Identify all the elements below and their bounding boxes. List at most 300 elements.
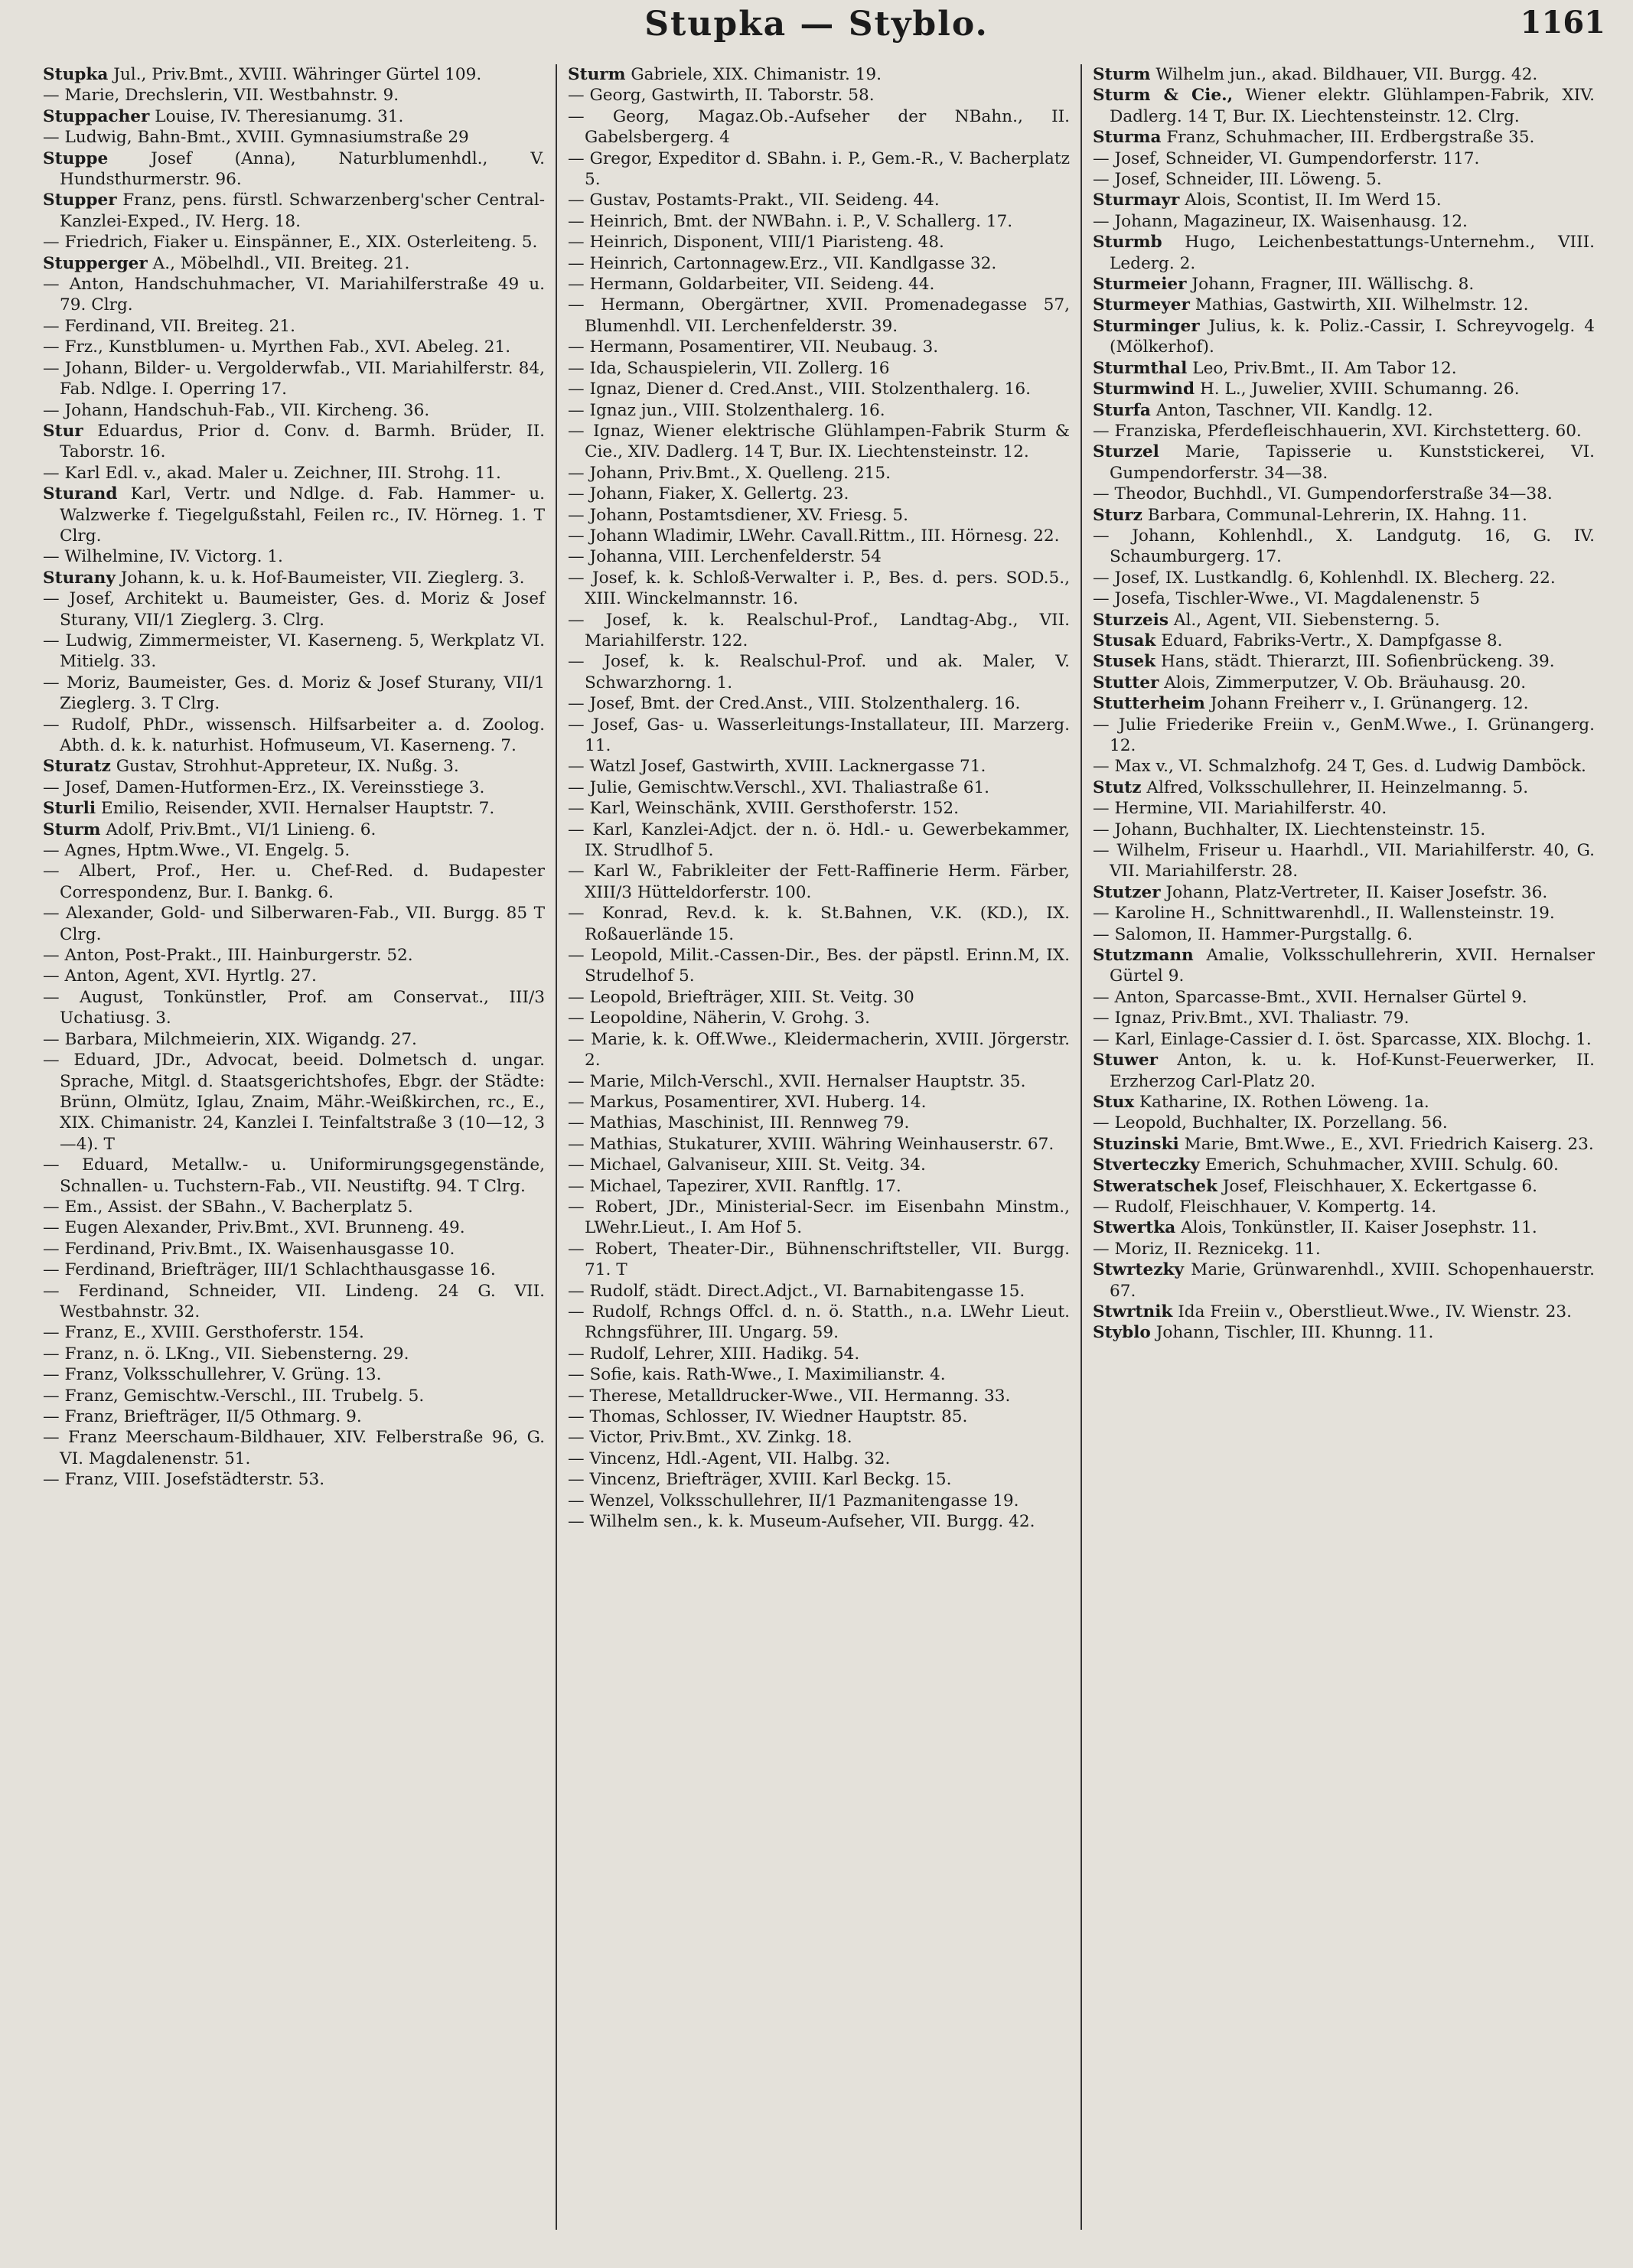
directory-entry bbox=[43, 316, 545, 337]
directory-entry bbox=[43, 945, 545, 966]
directory-entry bbox=[568, 295, 1070, 337]
entry-text: — Ida, Schauspielerin, VII. Zollerg. 16 bbox=[568, 358, 890, 378]
directory-entry bbox=[1093, 1259, 1595, 1302]
directory-entry bbox=[568, 546, 1070, 567]
directory-entry bbox=[43, 1344, 545, 1364]
directory-entry bbox=[1093, 1008, 1595, 1028]
directory-entry bbox=[1093, 358, 1595, 379]
entry-text: — Johann, Bilder- u. Vergolderwfab., VII. Mariahilferstr. 84, Fab. Ndlge. I. Operring 17. bbox=[43, 358, 545, 399]
directory-entry bbox=[43, 588, 545, 631]
directory-entry bbox=[568, 253, 1070, 274]
directory-entry bbox=[1093, 1155, 1595, 1175]
directory-entry bbox=[1093, 715, 1595, 757]
entry-text: — Rudolf, Rchngs Offcl. d. n. ö. Statth., n.a. LWehr Lieut. Rchngsführer, III. Ungarg. 59. bbox=[568, 1302, 1070, 1343]
entry-surname: Stweratschek bbox=[1093, 1176, 1217, 1196]
directory-entry bbox=[568, 337, 1070, 357]
entry-text: Jul., Priv.Bmt., XVIII. Währinger Gürtel 109. bbox=[108, 65, 482, 84]
entry-text: — Ferdinand, Briefträger, III/1 Schlachthausgasse 16. bbox=[43, 1260, 496, 1280]
directory-entry bbox=[43, 1155, 545, 1197]
entry-text: — Eugen Alexander, Priv.Bmt., XVI. Brunneng. 49. bbox=[43, 1218, 465, 1238]
directory-entry bbox=[568, 85, 1070, 106]
directory-entry bbox=[568, 1511, 1070, 1532]
entry-text: — Thomas, Schlosser, IV. Wiedner Hauptstr. 85. bbox=[568, 1407, 968, 1426]
entry-text: — Konrad, Rev.d. k. k. St.Bahnen, V.K. (KD.), IX. Roßauerlände 15. bbox=[568, 904, 1070, 944]
directory-entry bbox=[1093, 1322, 1595, 1343]
entry-text: — Marie, Drechslerin, VII. Westbahnstr. 9. bbox=[43, 86, 399, 106]
entry-surname: Sturminger bbox=[1093, 316, 1200, 336]
directory-entry bbox=[1093, 295, 1595, 315]
entry-text: — Robert, JDr., Ministerial-Secr. im Eisenbahn Minstm., LWehr.Lieut., I. Am Hof 5. bbox=[568, 1197, 1070, 1238]
directory-entry bbox=[43, 1386, 545, 1406]
entry-text: — Wilhelm sen., k. k. Museum-Aufseher, VII. Burgg. 42. bbox=[568, 1512, 1035, 1532]
entry-text: Marie, Grünwarenhdl., XVIII. Schopenhauerstr. 67. bbox=[1110, 1260, 1595, 1301]
directory-entry bbox=[1093, 190, 1595, 210]
directory-entry bbox=[43, 1217, 545, 1238]
directory-entry bbox=[43, 546, 545, 567]
entry-text: — Michael, Tapezirer, XVII. Ranftlg. 17. bbox=[568, 1176, 901, 1196]
entry-text: — Josef, k. k. Realschul-Prof. und ak. Maler, V. Schwarzhorng. 1. bbox=[568, 652, 1070, 692]
directory-entry bbox=[43, 1259, 545, 1280]
directory-entry bbox=[1093, 756, 1595, 777]
entry-text: — Johann, Postamtsdiener, XV. Friesg. 5. bbox=[568, 505, 908, 525]
directory-entry bbox=[43, 820, 545, 840]
entry-text: — Mathias, Maschinist, III. Rennweg 79. bbox=[568, 1113, 910, 1133]
directory-entry bbox=[568, 945, 1070, 987]
entry-surname: Stuwer bbox=[1093, 1051, 1158, 1070]
entry-surname: Stverteczky bbox=[1093, 1155, 1200, 1175]
entry-text: Anton, k. u. k. Hof-Kunst-Feuerwerker, II. Erzherzog Carl-Platz 20. bbox=[1110, 1051, 1595, 1091]
directory-entry bbox=[1093, 232, 1595, 274]
directory-entry bbox=[43, 861, 545, 903]
entry-text: Alois, Zimmerputzer, V. Ob. Bräuhausg. 20. bbox=[1159, 673, 1527, 692]
entry-text: — Friedrich, Fiaker u. Einspänner, E., XIX. Osterleiteng. 5. bbox=[43, 233, 538, 253]
entry-text: — Watzl Josef, Gastwirth, XVIII. Lacknergasse 71. bbox=[568, 757, 986, 777]
directory-entry bbox=[568, 777, 1070, 798]
directory-entry bbox=[1093, 673, 1595, 693]
directory-entry bbox=[568, 1302, 1070, 1344]
directory-entry bbox=[1093, 505, 1595, 526]
directory-entry bbox=[1093, 651, 1595, 672]
directory-entry bbox=[568, 400, 1070, 421]
directory-entry bbox=[1093, 85, 1595, 127]
directory-entry bbox=[1093, 798, 1595, 819]
directory-entry bbox=[568, 610, 1070, 652]
entry-text: — Heinrich, Bmt. der NWBahn. i. P., V. Schallerg. 17. bbox=[568, 211, 1013, 231]
directory-entry bbox=[568, 1113, 1070, 1133]
entry-text: Hans, städt. Thierarzt, III. Sofienbrückeng. 39. bbox=[1155, 652, 1555, 672]
entry-text: Alfred, Volksschullehrer, II. Heinzelmanng. 5. bbox=[1141, 777, 1529, 797]
directory-entry bbox=[568, 106, 1070, 148]
directory-entry bbox=[43, 253, 545, 274]
entry-text: — Georg, Magaz.Ob.-Aufseher der NBahn., II. Gabelsbergerg. 4 bbox=[568, 106, 1070, 148]
entry-text: — Karl, Kanzlei-Adjct. der n. ö. Hdl.- u. Gewerbekammer, IX. Strudlhof 5. bbox=[568, 820, 1070, 861]
entry-text: — Franz, Briefträger, II/5 Othmarg. 9. bbox=[43, 1407, 362, 1426]
directory-entry bbox=[1093, 1239, 1595, 1259]
directory-entry bbox=[1093, 840, 1595, 882]
directory-entry bbox=[568, 1469, 1070, 1490]
entry-text: Marie, Tapisserie u. Kunststickerei, VI. Gumpendorferstr. 34—38. bbox=[1110, 442, 1595, 483]
directory-entry bbox=[1093, 1134, 1595, 1155]
directory-entry bbox=[1093, 400, 1595, 421]
entry-text: — Leopold, Milit.-Cassen-Dir., Bes. der päpstl. Erinn.M, IX. Strudelhof 5. bbox=[568, 946, 1070, 986]
directory-entry bbox=[568, 211, 1070, 232]
entry-text: — Vincenz, Hdl.-Agent, VII. Halbg. 32. bbox=[568, 1448, 891, 1468]
entry-text: — Josef, Schneider, VI. Gumpendorferstr. 117. bbox=[1093, 148, 1480, 168]
entry-text: — Barbara, Milchmeierin, XIX. Wigandg. 27. bbox=[43, 1029, 417, 1049]
entry-surname: Sturz bbox=[1093, 505, 1142, 525]
entry-text: Franz, Schuhmacher, III. Erdbergstraße 35. bbox=[1161, 128, 1535, 148]
entry-text: — Josef, Bmt. der Cred.Anst., VIII. Stolzenthalerg. 16. bbox=[568, 694, 1021, 714]
directory-entry bbox=[1093, 211, 1595, 232]
directory-entry bbox=[568, 1197, 1070, 1239]
directory-entry bbox=[568, 1155, 1070, 1175]
directory-entry bbox=[43, 1281, 545, 1323]
directory-entry bbox=[568, 190, 1070, 210]
directory-entry bbox=[43, 274, 545, 316]
directory-entry bbox=[1093, 379, 1595, 399]
entry-text: — Franz, Volksschullehrer, V. Grüng. 13. bbox=[43, 1365, 382, 1385]
directory-entry bbox=[1093, 777, 1595, 798]
directory-entry bbox=[43, 756, 545, 777]
directory-entry bbox=[1093, 1029, 1595, 1050]
entry-text: — Mathias, Stukaturer, XVIII. Währing Weinhauserstr. 67. bbox=[568, 1134, 1054, 1154]
entry-text: — Anton, Sparcasse-Bmt., XVII. Hernalser Gürtel 9. bbox=[1093, 987, 1527, 1007]
entry-text: — Anton, Handschuhmacher, VI. Mariahilferstraße 49 u. 79. Clrg. bbox=[43, 275, 545, 315]
entry-text: — Therese, Metalldrucker-Wwe., VII. Hermanng. 33. bbox=[568, 1386, 1011, 1406]
directory-entry bbox=[568, 693, 1070, 714]
entry-text: — Heinrich, Cartonnagew.Erz., VII. Kandlgasse 32. bbox=[568, 253, 997, 273]
entry-text: Johann, Tischler, III. Khunng. 11. bbox=[1150, 1323, 1434, 1343]
entry-text: Julius, k. k. Poliz.-Cassir, I. Schreyvogelg. 4 (Mölkerhof). bbox=[1110, 316, 1595, 357]
directory-entry bbox=[568, 1386, 1070, 1406]
entry-text: Alois, Scontist, II. Im Werd 15. bbox=[1179, 191, 1442, 210]
entry-surname: Sturm bbox=[1093, 65, 1151, 84]
directory-entry bbox=[1093, 1050, 1595, 1092]
directory-entry bbox=[43, 127, 545, 148]
directory-entry bbox=[1093, 820, 1595, 840]
entry-text: — Sofie, kais. Rath-Wwe., I. Maximilianstr. 4. bbox=[568, 1365, 946, 1385]
entry-text: — August, Tonkünstler, Prof. am Conservat., III/3 Uchatiusg. 3. bbox=[43, 987, 545, 1028]
entry-text: Emilio, Reisender, XVII. Hernalser Hauptstr. 7. bbox=[96, 799, 495, 819]
directory-entry bbox=[568, 232, 1070, 253]
directory-entry bbox=[568, 820, 1070, 862]
directory-entry bbox=[43, 1406, 545, 1427]
entry-text: A., Möbelhdl., VII. Breiteg. 21. bbox=[147, 253, 410, 273]
directory-entry bbox=[43, 190, 545, 232]
entry-surname: Stutterheim bbox=[1093, 694, 1205, 714]
entry-text: — Franziska, Pferdefleischhauerin, XVI. Kirchstetterg. 60. bbox=[1093, 421, 1582, 441]
directory-entry bbox=[43, 85, 545, 106]
entry-text: — Ferdinand, VII. Breiteg. 21. bbox=[43, 316, 295, 336]
directory-entry bbox=[43, 358, 545, 400]
entry-text: — Moriz, Baumeister, Ges. d. Moriz & Josef Sturany, VII/1 Zieglerg. 3. T Clrg. bbox=[43, 673, 545, 714]
directory-entry bbox=[43, 673, 545, 715]
entry-surname: Stutzer bbox=[1093, 882, 1161, 902]
entry-text: — Julie Friederike Freiin v., GenM.Wwe., I. Grünangerg. 12. bbox=[1093, 715, 1595, 755]
entry-text: — Frz., Kunstblumen- u. Myrthen Fab., XVI. Abeleg. 21. bbox=[43, 337, 511, 357]
directory-entry bbox=[43, 1197, 545, 1217]
directory-entry bbox=[568, 1281, 1070, 1302]
entry-text: — Josef, k. k. Realschul-Prof., Landtag-Abg., VII. Mariahilferstr. 122. bbox=[568, 610, 1070, 650]
directory-entry bbox=[1093, 1113, 1595, 1133]
entry-text: — Salomon, II. Hammer-Purgstallg. 6. bbox=[1093, 924, 1413, 944]
entry-surname: Stur bbox=[43, 421, 83, 441]
directory-entry bbox=[568, 148, 1070, 191]
entry-text: — Josef, Architekt u. Baumeister, Ges. d. Moriz & Josef Sturany, VII/1 Zieglerg. 3. Clrg. bbox=[43, 589, 545, 630]
entry-text: — Josef, Gas- u. Wasserleitungs-Installateur, III. Marzerg. 11. bbox=[568, 715, 1070, 755]
directory-entry bbox=[1093, 64, 1595, 85]
directory-entry bbox=[1093, 526, 1595, 568]
entry-text: — Ludwig, Zimmermeister, VI. Kaserneng. 5, Werkplatz VI. Mitielg. 33. bbox=[43, 631, 545, 672]
entry-text: — Gustav, Postamts-Prakt., VII. Seideng. 44. bbox=[568, 191, 940, 210]
entry-text: — Anton, Agent, XVI. Hyrtlg. 27. bbox=[43, 966, 317, 986]
entry-surname: Stwertka bbox=[1093, 1218, 1176, 1238]
entry-text: — Wilhelmine, IV. Victorg. 1. bbox=[43, 547, 283, 567]
directory-entry bbox=[1093, 127, 1595, 148]
directory-entry bbox=[568, 484, 1070, 504]
page-header bbox=[0, 5, 1633, 51]
entry-text: Emerich, Schuhmacher, XVIII. Schulg. 60. bbox=[1199, 1155, 1559, 1175]
entry-surname: Stupperger bbox=[43, 253, 148, 273]
entry-text: — Leopoldine, Näherin, V. Grohg. 3. bbox=[568, 1009, 870, 1028]
entry-text: — Johann, Fiaker, X. Gellertg. 23. bbox=[568, 484, 849, 504]
entry-text: Johann, Fragner, III. Wällischg. 8. bbox=[1186, 275, 1475, 295]
entry-surname: Styblo bbox=[1093, 1323, 1151, 1343]
directory-entry bbox=[568, 64, 1070, 85]
directory-entry bbox=[568, 358, 1070, 379]
directory-entry bbox=[1093, 484, 1595, 504]
entry-text: H. L., Juwelier, XVIII. Schumanng. 26. bbox=[1195, 380, 1520, 399]
entry-text: — Josef, k. k. Schloß-Verwalter i. P., Bes. d. pers. SOD.5., XIII. Winckelmannstr. 16. bbox=[568, 568, 1070, 609]
entry-surname: Sturzeis bbox=[1093, 610, 1169, 630]
entry-text: — Marie, k. k. Off.Wwe., Kleidermacherin, XVIII. Jörgerstr. 2. bbox=[568, 1029, 1070, 1070]
entry-text: — Em., Assist. der SBahn., V. Bacherplatz 5. bbox=[43, 1197, 413, 1217]
entry-text: — Hermann, Goldarbeiter, VII. Seideng. 44. bbox=[568, 275, 935, 295]
entry-text: Alois, Tonkünstler, II. Kaiser Josephstr. 11. bbox=[1175, 1218, 1537, 1238]
entry-text: — Wenzel, Volksschullehrer, II/1 Pazmanitengasse 19. bbox=[568, 1491, 1019, 1510]
directory-entry bbox=[1093, 1302, 1595, 1322]
entry-text: — Eduard, JDr., Advocat, beeid. Dolmetsch d. ungar. Sprache, Mitgl. d. Staatsgerichtshofes, Ebgr. der Städte: Brünn, Olmütz, Iglau, Znaim, Mähr.-Weißkirchen, rc., E., XIX. Chimanistr. 24, Kanzlei I. Teinfaltstraße 3 (10—12, 3—4). T bbox=[43, 1051, 545, 1154]
entry-text: Hugo, Leichenbestattungs-Unternehm., VIII. Lederg. 2. bbox=[1110, 233, 1595, 273]
directory-entry bbox=[568, 1448, 1070, 1469]
directory-entry bbox=[43, 777, 545, 798]
entry-text: — Ignaz jun., VIII. Stolzenthalerg. 16. bbox=[568, 400, 885, 420]
directory-entry bbox=[43, 1050, 545, 1155]
directory-entry bbox=[568, 715, 1070, 757]
entry-text: — Johann, Magazineur, IX. Waisenhausg. 12. bbox=[1093, 211, 1468, 231]
directory-entry bbox=[43, 840, 545, 861]
entry-text: — Josef, Damen-Hutformen-Erz., IX. Vereinsstiege 3. bbox=[43, 777, 485, 797]
directory-entry bbox=[43, 232, 545, 253]
entry-text: — Marie, Milch-Verschl., XVII. Hernalser Hauptstr. 35. bbox=[568, 1071, 1026, 1091]
entry-text: Gabriele, XIX. Chimanistr. 19. bbox=[625, 65, 882, 84]
directory-entry bbox=[1093, 442, 1595, 484]
directory-entry bbox=[568, 1364, 1070, 1385]
entry-surname: Sturzel bbox=[1093, 442, 1159, 462]
entry-text: — Wilhelm, Friseur u. Haarhdl., VII. Mariahilferstr. 40, G. VII. Mariahilferstr. 28. bbox=[1093, 841, 1595, 881]
entry-surname: Sturm bbox=[568, 65, 626, 84]
directory-entry bbox=[43, 715, 545, 757]
entry-text: — Robert, Theater-Dir., Bühnenschriftsteller, VII. Burgg. 71. T bbox=[568, 1239, 1070, 1280]
directory-entry bbox=[568, 1406, 1070, 1427]
entry-surname: Sturatz bbox=[43, 757, 111, 777]
entry-text: — Johann, Kohlenhdl., X. Landgutg. 16, G. IV. Schaumburgerg. 17. bbox=[1093, 526, 1595, 567]
entry-text: — Anton, Post-Prakt., III. Hainburgerstr. 52. bbox=[43, 946, 413, 966]
entry-text: — Johann, Handschuh-Fab., VII. Kircheng. 36. bbox=[43, 400, 430, 420]
entry-text: — Franz, n. ö. LKng., VII. Siebensterng. 29. bbox=[43, 1344, 409, 1364]
entry-text: — Johann Wladimir, LWehr. Cavall.Rittm., III. Hörnesg. 22. bbox=[568, 526, 1060, 546]
entry-surname: Sturli bbox=[43, 799, 96, 819]
entry-text: — Alexander, Gold- und Silberwaren-Fab., VII. Burgg. 85 T Clrg. bbox=[43, 904, 545, 944]
entry-text: Ida Freiin v., Oberstlieut.Wwe., IV. Wienstr. 23. bbox=[1172, 1302, 1572, 1321]
entry-text: — Karl, Weinschänk, XVIII. Gersthoferstr. 152. bbox=[568, 799, 960, 819]
entry-text: — Gregor, Expeditor d. SBahn. i. P., Gem.-R., V. Bacherplatz 5. bbox=[568, 148, 1070, 190]
directory-entry bbox=[1093, 274, 1595, 295]
entry-text: — Markus, Posamentirer, XVI. Huberg. 14. bbox=[568, 1092, 927, 1112]
entry-text: — Karl W., Fabrikleiter der Fett-Raffinerie Herm. Färber, XIII/3 Hütteldorferstr. 100. bbox=[568, 862, 1070, 902]
entry-text: — Michael, Galvaniseur, XIII. St. Veitg. 34. bbox=[568, 1155, 926, 1175]
entry-text: — Johann, Priv.Bmt., X. Quelleng. 215. bbox=[568, 463, 891, 483]
directory-entry bbox=[568, 861, 1070, 903]
directory-entry bbox=[568, 505, 1070, 526]
entry-surname: Stuppe bbox=[43, 148, 109, 168]
directory-entry bbox=[1093, 316, 1595, 358]
directory-entry bbox=[1093, 169, 1595, 190]
entry-text: Eduardus, Prior d. Conv. d. Barmh. Brüder, II. Taborstr. 16. bbox=[60, 421, 545, 462]
directory-entry bbox=[43, 966, 545, 986]
entry-text: — Leopold, Briefträger, XIII. St. Veitg. 30 bbox=[568, 987, 914, 1007]
entry-text: Barbara, Communal-Lehrerin, IX. Hahng. 11. bbox=[1142, 505, 1527, 525]
directory-entry bbox=[568, 421, 1070, 463]
entry-text: — Hermann, Posamentirer, VII. Neubaug. 3. bbox=[568, 337, 939, 357]
entry-text: — Ferdinand, Priv.Bmt., IX. Waisenhausgasse 10. bbox=[43, 1239, 455, 1259]
directory-entry bbox=[43, 1322, 545, 1343]
directory-entry bbox=[43, 987, 545, 1029]
directory-entry bbox=[43, 337, 545, 357]
entry-surname: Stutz bbox=[1093, 777, 1142, 797]
entry-surname: Sturmayr bbox=[1093, 191, 1180, 210]
entry-surname: Sturand bbox=[43, 484, 118, 504]
directory-entry bbox=[1093, 610, 1595, 631]
entry-text: Johann Freiherr v., I. Grünangerg. 12. bbox=[1204, 694, 1529, 714]
entry-surname: Sturany bbox=[43, 568, 116, 588]
page-number: 1161 bbox=[1520, 5, 1605, 41]
entry-surname: Stusek bbox=[1093, 652, 1156, 672]
entry-text: — Heinrich, Disponent, VIII/1 Piaristeng. 48. bbox=[568, 233, 944, 253]
entry-text: — Franz, VIII. Josefstädterstr. 53. bbox=[43, 1470, 325, 1490]
directory-entry bbox=[568, 1134, 1070, 1155]
entry-text: — Franz, E., XVIII. Gersthoferstr. 154. bbox=[43, 1323, 364, 1343]
entry-text: — Karl Edl. v., akad. Maler u. Zeichner, III. Strohg. 11. bbox=[43, 463, 501, 483]
directory-entry bbox=[568, 798, 1070, 819]
directory-entry bbox=[43, 568, 545, 588]
entry-text: — Ignaz, Priv.Bmt., XVI. Thaliastr. 79. bbox=[1093, 1009, 1410, 1028]
directory-entry bbox=[1093, 945, 1595, 987]
directory-entry bbox=[43, 903, 545, 945]
directory-entry bbox=[1093, 903, 1595, 924]
directory-entry bbox=[568, 651, 1070, 693]
directory-entry bbox=[568, 1008, 1070, 1028]
directory-entry bbox=[43, 64, 545, 85]
entry-text: Mathias, Gastwirth, XII. Wilhelmstr. 12. bbox=[1189, 295, 1529, 315]
directory-entry bbox=[1093, 1092, 1595, 1113]
column-left bbox=[32, 64, 556, 2230]
directory-entry bbox=[43, 631, 545, 673]
entry-surname: Stuppacher bbox=[43, 106, 150, 126]
directory-entry bbox=[568, 1491, 1070, 1511]
directory-entry bbox=[43, 1469, 545, 1490]
directory-entry bbox=[43, 400, 545, 421]
entry-text: — Albert, Prof., Her. u. Chef-Red. d. Budapester Correspondenz, Bur. I. Bankg. 6. bbox=[43, 862, 545, 902]
directory-entry bbox=[568, 274, 1070, 295]
entry-text: — Ignaz, Diener d. Cred.Anst., VIII. Stolzenthalerg. 16. bbox=[568, 380, 1031, 399]
entry-surname: Stutter bbox=[1093, 673, 1159, 692]
entry-surname: Sturmeyer bbox=[1093, 295, 1190, 315]
entry-text: — Georg, Gastwirth, II. Taborstr. 58. bbox=[568, 86, 875, 106]
entry-text: Gustav, Strohhut-Appreteur, IX. Nußg. 3. bbox=[110, 757, 459, 777]
entry-text: — Rudolf, Fleischhauer, V. Kompertg. 14. bbox=[1093, 1197, 1437, 1217]
entry-text: — Leopold, Buchhalter, IX. Porzellang. 56. bbox=[1093, 1113, 1448, 1133]
entry-text: — Josefa, Tischler-Wwe., VI. Magdalenenstr. 5 bbox=[1093, 589, 1480, 609]
entry-text: — Johann, Buchhalter, IX. Liechtensteinstr. 15. bbox=[1093, 820, 1486, 839]
entry-surname: Stupper bbox=[43, 191, 117, 210]
entry-text: Anton, Taschner, VII. Kandlg. 12. bbox=[1150, 400, 1433, 420]
entry-text: Adolf, Priv.Bmt., VI/1 Linieng. 6. bbox=[100, 820, 376, 839]
entry-text: — Julie, Gemischtw.Verschl., XVI. Thaliastraße 61. bbox=[568, 777, 990, 797]
directory-entry bbox=[1093, 568, 1595, 588]
directory-entry bbox=[1093, 421, 1595, 442]
entry-text: — Ferdinand, Schneider, VII. Lindeng. 24 G. VII. Westbahnstr. 32. bbox=[43, 1281, 545, 1321]
entry-text: Marie, Bmt.Wwe., E., XVI. Friedrich Kaiserg. 23. bbox=[1178, 1134, 1594, 1154]
entry-text: — Franz, Gemischtw.-Verschl., III. Trubelg. 5. bbox=[43, 1386, 425, 1406]
directory-entry bbox=[1093, 631, 1595, 651]
entry-text: — Rudolf, städt. Direct.Adjct., VI. Barnabitengasse 15. bbox=[568, 1281, 1025, 1301]
entry-text: — Victor, Priv.Bmt., XV. Zinkg. 18. bbox=[568, 1428, 852, 1448]
entry-text: — Eduard, Metallw.- u. Uniformirungsgegenstände, Schnallen- u. Tuchstern-Fab., VII. Neustiftg. 94. T Clrg. bbox=[43, 1155, 545, 1196]
entry-text: — Josef, IX. Lustkandlg. 6, Kohlenhdl. IX. Blecherg. 22. bbox=[1093, 568, 1556, 588]
entry-text: — Rudolf, Lehrer, XIII. Hadikg. 54. bbox=[568, 1344, 860, 1364]
directory-entry bbox=[568, 1029, 1070, 1071]
directory-entry bbox=[568, 526, 1070, 546]
directory-entry bbox=[43, 463, 545, 484]
entry-surname: Sturm bbox=[43, 820, 101, 839]
directory-entry bbox=[43, 106, 545, 127]
entry-text: Wiener elektr. Glühlampen-Fabrik, XIV. Dadlerg. 14 T, Bur. IX. Liechtensteinstr. 12. Clrg. bbox=[1110, 86, 1595, 126]
entry-text: Josef, Fleischhauer, X. Eckertgasse 6. bbox=[1217, 1176, 1538, 1196]
directory-entry bbox=[568, 756, 1070, 777]
directory-entry bbox=[43, 484, 545, 546]
entry-text: Louise, IV. Theresianumg. 31. bbox=[149, 106, 404, 126]
entry-text: — Karoline H., Schnittwarenhdl., II. Wallensteinstr. 19. bbox=[1093, 904, 1555, 924]
directory-entry bbox=[43, 148, 545, 191]
directory-entry bbox=[568, 1239, 1070, 1281]
directory-entry bbox=[43, 1427, 545, 1469]
entry-text: Johann, Platz-Vertreter, II. Kaiser Josefstr. 36. bbox=[1160, 882, 1548, 902]
entry-surname: Stusak bbox=[1093, 631, 1156, 650]
directory-entry bbox=[1093, 924, 1595, 945]
directory-entry bbox=[568, 568, 1070, 610]
entry-text: — Franz Meerschaum-Bildhauer, XIV. Felberstraße 96, G. VI. Magdalenenstr. 51. bbox=[43, 1428, 545, 1468]
entry-surname: Sturmeier bbox=[1093, 275, 1187, 295]
entry-surname: Stupka bbox=[43, 65, 109, 84]
entry-text: Johann, k. u. k. Hof-Baumeister, VII. Zieglerg. 3. bbox=[115, 568, 525, 588]
directory-entry bbox=[1093, 1197, 1595, 1217]
entry-text: — Josef, Schneider, III. Löweng. 5. bbox=[1093, 170, 1382, 190]
directory-entry bbox=[1093, 588, 1595, 609]
entry-text: — Ludwig, Bahn-Bmt., XVIII. Gymnasiumstraße 29 bbox=[43, 128, 469, 148]
entry-text: — Rudolf, PhDr., wissensch. Hilfsarbeiter a. d. Zoolog. Abth. d. k. k. naturhist. Hofmuseum, VI. Kaserneng. 7. bbox=[43, 715, 545, 755]
entry-text: — Johanna, VIII. Lerchenfelderstr. 54 bbox=[568, 547, 882, 567]
